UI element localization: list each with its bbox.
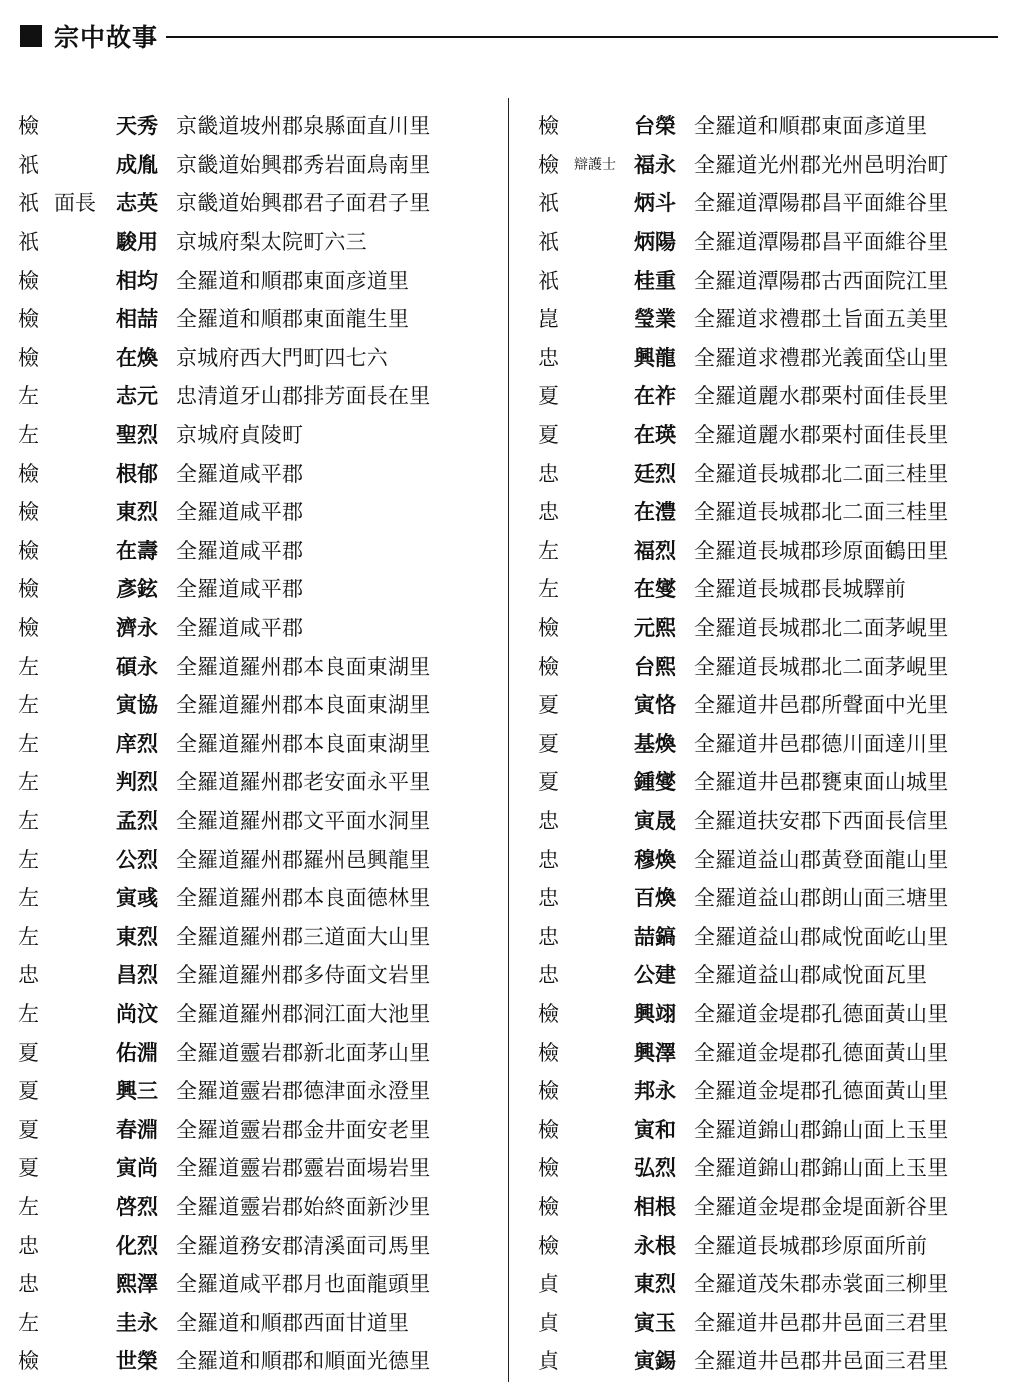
entry-name: 福永 [634,152,676,177]
entry-prefix: 檢 [538,1001,559,1026]
entry-prefix: 左 [18,1001,39,1026]
entry-name: 在壽 [116,538,158,563]
entry-name: 東烈 [116,500,158,525]
entry-address: 全羅道和順郡東面彦道里 [176,268,410,293]
entry-address: 全羅道金堤郡孔德面黃山里 [694,1001,949,1026]
entry-prefix: 左 [18,731,39,756]
entry-prefix: 檢 [18,538,39,563]
list-item [538,1302,1018,1341]
list-item [538,724,1018,763]
entry-prefix: 檢 [538,616,559,641]
entry-prefix: 忠 [538,924,559,949]
entry-name: 化烈 [116,1233,158,1258]
entry-prefix: 崑 [538,307,559,332]
list-item [538,1187,1018,1226]
entry-prefix: 檢 [538,114,559,139]
entry-name: 庠烈 [116,731,158,756]
entry-name: 佑淵 [116,1040,158,1065]
entry-address: 京城府貞陵町 [176,423,304,448]
entry-address: 全羅道羅州郡老安面永平里 [176,770,431,795]
list-item [538,260,1018,299]
list-item [538,415,1018,454]
entry-name: 相均 [116,268,158,293]
list-item [18,106,506,145]
entry-prefix: 左 [538,577,559,602]
entry-address: 全羅道長城郡珍原面鶴田里 [694,538,949,563]
list-item [18,801,506,840]
entry-name: 志元 [116,384,158,409]
entry-name: 寅玉 [634,1310,676,1335]
entry-name: 穆煥 [634,847,676,872]
entry-name: 桂重 [634,268,676,293]
section-header [20,18,998,54]
list-item [18,994,506,1033]
list-item [538,1264,1018,1303]
entry-prefix: 左 [18,886,39,911]
entry-address: 全羅道扶安郡下西面長信里 [694,808,949,833]
list-item [538,685,1018,724]
entry-name: 寅彧 [116,886,158,911]
entry-name: 興龍 [634,345,676,370]
entry-name: 濟永 [116,616,158,641]
left-column [18,106,506,1380]
list-item [18,453,506,492]
list-item [18,1032,506,1071]
entry-prefix: 左 [18,924,39,949]
entry-prefix: 祇 [538,268,559,293]
entry-address: 全羅道井邑郡井邑面三君里 [694,1349,949,1374]
entry-name: 圭永 [116,1310,158,1335]
entry-prefix: 檢 [538,1079,559,1104]
list-item [18,1187,506,1226]
list-item [18,839,506,878]
entry-prefix: 左 [18,1310,39,1335]
list-item [538,1341,1018,1380]
entry-address: 忠清道牙山郡排芳面長在里 [176,384,431,409]
entry-name: 弘烈 [634,1156,676,1181]
entry-address: 全羅道茂朱郡赤裳面三柳里 [694,1272,949,1297]
entry-address: 全羅道光州郡光州邑明治町 [694,152,949,177]
list-item [538,1071,1018,1110]
entry-address: 全羅道長城郡珍原面所前 [694,1233,928,1258]
list-item [538,878,1018,917]
entry-prefix: 祇 [538,230,559,255]
entry-name: 相根 [634,1194,676,1219]
entry-prefix: 左 [18,693,39,718]
list-item [18,1148,506,1187]
entry-address: 全羅道靈岩郡始終面新沙里 [176,1194,431,1219]
entry-name: 台榮 [634,114,676,139]
entry-address: 全羅道咸平郡 [176,577,304,602]
entry-address: 全羅道咸平郡 [176,616,304,641]
entry-prefix: 檢 [538,1040,559,1065]
entry-prefix: 夏 [538,693,559,718]
entry-address: 全羅道潭陽郡古西面院江里 [694,268,949,293]
entry-address: 全羅道羅州郡文平面水洞里 [176,808,431,833]
entry-address: 全羅道求禮郡光義面垈山里 [694,345,949,370]
list-item [538,762,1018,801]
list-item [18,492,506,531]
entry-prefix: 貞 [538,1310,559,1335]
entry-prefix: 檢 [538,1233,559,1258]
entry-prefix: 祇 [538,191,559,216]
list-item [538,839,1018,878]
list-item [18,916,506,955]
entry-prefix: 左 [538,538,559,563]
entry-address: 全羅道靈岩郡德津面永澄里 [176,1079,431,1104]
entry-name: 百煥 [634,886,676,911]
black-square-icon [20,25,42,47]
entry-prefix: 祇 [18,230,39,255]
entry-prefix: 忠 [18,1272,39,1297]
entry-address: 全羅道和順郡東面龍生里 [176,307,410,332]
entry-prefix: 夏 [538,384,559,409]
list-item [538,106,1018,145]
entry-prefix: 左 [18,1194,39,1219]
entry-address: 全羅道金堤郡金堤面新谷里 [694,1194,949,1219]
entry-name: 邦永 [634,1079,676,1104]
entry-address: 全羅道潭陽郡昌平面維谷里 [694,230,949,255]
entry-address: 全羅道潭陽郡昌平面維谷里 [694,191,949,216]
list-item [538,646,1018,685]
entry-prefix: 夏 [18,1079,39,1104]
entry-prefix: 忠 [538,963,559,988]
entry-address: 全羅道務安郡清溪面司馬里 [176,1233,431,1258]
list-item [538,1032,1018,1071]
entry-name: 公烈 [116,847,158,872]
entry-prefix: 祇 [18,152,39,177]
list-item [18,260,506,299]
list-item [18,1264,506,1303]
entry-name: 寅晟 [634,808,676,833]
entry-name: 昌烈 [116,963,158,988]
entry-prefix: 夏 [538,770,559,795]
entry-prefix: 檢 [538,1156,559,1181]
list-item [538,1148,1018,1187]
entry-address: 全羅道和順郡東面彥道里 [694,114,928,139]
entry-prefix: 夏 [538,731,559,756]
entry-address: 全羅道咸平郡月也面龍頭里 [176,1272,431,1297]
entry-address: 全羅道羅州郡羅州邑興龍里 [176,847,431,872]
entry-address: 全羅道羅州郡本良面東湖里 [176,731,431,756]
entry-name: 公建 [634,963,676,988]
entry-address: 全羅道金堤郡孔德面黃山里 [694,1040,949,1065]
entry-address: 全羅道益山郡咸悅面屹山里 [694,924,949,949]
entry-name: 寅錫 [634,1349,676,1374]
entry-prefix: 夏 [18,1040,39,1065]
entry-prefix: 檢 [538,1194,559,1219]
entry-prefix: 忠 [538,461,559,486]
list-item [538,376,1018,415]
list-item [18,685,506,724]
entry-address: 全羅道咸平郡 [176,500,304,525]
entry-prefix: 忠 [538,847,559,872]
entry-address: 全羅道井邑郡井邑面三君里 [694,1310,949,1335]
entry-prefix: 檢 [18,268,39,293]
list-item [18,222,506,261]
list-item [18,376,506,415]
entry-prefix: 檢 [18,1349,39,1374]
entry-address: 全羅道錦山郡錦山面上玉里 [694,1156,949,1181]
entry-address: 全羅道羅州郡多侍面文岩里 [176,963,431,988]
entry-name: 世榮 [116,1349,158,1374]
entry-prefix: 左 [18,847,39,872]
list-item [538,453,1018,492]
entry-prefix: 檢 [18,345,39,370]
entry-address: 全羅道羅州郡本良面東湖里 [176,654,431,679]
entry-name: 啓烈 [116,1194,158,1219]
entry-prefix: 忠 [538,500,559,525]
entry-name: 炳陽 [634,230,676,255]
list-item [18,762,506,801]
list-item [18,1071,506,1110]
entry-address: 全羅道益山郡咸悅面瓦里 [694,963,928,988]
list-item [18,338,506,377]
entry-name: 春淵 [116,1117,158,1142]
entry-prefix: 忠 [538,808,559,833]
entry-prefix: 檢 [18,114,39,139]
entry-name: 在瑛 [634,423,676,448]
entry-address: 全羅道長城郡北二面茅峴里 [694,654,949,679]
entry-name: 尚汶 [116,1001,158,1026]
list-item [538,1109,1018,1148]
entry-address: 京畿道始興郡君子面君子里 [176,191,431,216]
entry-prefix: 左 [18,808,39,833]
list-item [18,183,506,222]
entry-name: 熙澤 [116,1272,158,1297]
entry-name: 在燮 [634,577,676,602]
entry-prefix: 祇 [18,191,39,216]
entry-address: 全羅道長城郡長城驛前 [694,577,906,602]
entry-address: 全羅道井邑郡所聲面中光里 [694,693,949,718]
list-item [538,145,1018,184]
right-column [538,106,1018,1380]
section-title: 宗中故事 [54,23,159,52]
entry-prefix: 忠 [538,886,559,911]
entry-name: 在煥 [116,345,158,370]
entry-address: 京畿道始興郡秀岩面鳥南里 [176,152,431,177]
list-item [538,994,1018,1033]
list-item [538,492,1018,531]
entry-name: 成胤 [116,152,158,177]
entry-address: 全羅道井邑郡德川面達川里 [694,731,949,756]
entry-name: 相喆 [116,307,158,332]
list-item [538,955,1018,994]
entry-name: 興澤 [634,1040,676,1065]
entry-address: 全羅道麗水郡栗村面佳長里 [694,384,949,409]
entry-name: 鍾燮 [634,770,676,795]
list-item [18,145,506,184]
entry-prefix: 貞 [538,1272,559,1297]
entry-name: 在澧 [634,500,676,525]
list-item [18,878,506,917]
entry-address: 京城府梨太院町六三 [176,230,367,255]
list-item [538,531,1018,570]
header-rule [166,36,998,38]
entry-prefix: 夏 [18,1117,39,1142]
entry-address: 全羅道長城郡北二面茅峴里 [694,616,949,641]
entry-name: 在祚 [634,384,676,409]
entry-name: 志英 [116,191,158,216]
list-item [538,338,1018,377]
entry-address: 全羅道麗水郡栗村面佳長里 [694,423,949,448]
entry-prefix: 夏 [18,1156,39,1181]
entry-address: 全羅道長城郡北二面三桂里 [694,500,949,525]
entry-prefix: 左 [18,384,39,409]
entry-name: 聖烈 [116,423,158,448]
entry-address: 京城府西大門町四七六 [176,345,388,370]
list-item [538,1225,1018,1264]
list-item [538,299,1018,338]
list-item [18,724,506,763]
list-item [538,916,1018,955]
entry-prefix: 檢 [538,1117,559,1142]
entry-role: 辯護士 [574,156,616,173]
entry-prefix: 忠 [18,1233,39,1258]
entry-name: 興翊 [634,1001,676,1026]
entry-address: 全羅道益山郡黃登面龍山里 [694,847,949,872]
entry-name: 寅恪 [634,693,676,718]
entry-prefix: 忠 [18,963,39,988]
entry-name: 元熙 [634,616,676,641]
entry-address: 全羅道錦山郡錦山面上玉里 [694,1117,949,1142]
entry-address: 全羅道和順郡西面甘道里 [176,1310,410,1335]
entry-name: 東烈 [116,924,158,949]
entry-prefix: 檢 [18,307,39,332]
list-item [18,1302,506,1341]
list-item [18,1341,506,1380]
list-item [538,569,1018,608]
entry-address: 全羅道靈岩郡金井面安老里 [176,1117,431,1142]
list-item [18,608,506,647]
list-item [538,608,1018,647]
entry-address: 全羅道咸平郡 [176,538,304,563]
entry-address: 全羅道靈岩郡新北面茅山里 [176,1040,431,1065]
entry-prefix: 檢 [18,500,39,525]
entry-name: 廷烈 [634,461,676,486]
entry-name: 喆鎬 [634,924,676,949]
list-item [18,1109,506,1148]
list-item [538,801,1018,840]
entry-address: 全羅道井邑郡甕東面山城里 [694,770,949,795]
entry-name: 興三 [116,1079,158,1104]
entry-address: 全羅道金堤郡孔德面黃山里 [694,1079,949,1104]
entry-name: 東烈 [634,1272,676,1297]
entry-name: 寅和 [634,1117,676,1142]
list-item [18,1225,506,1264]
entry-prefix: 檢 [18,616,39,641]
entry-name: 碩永 [116,654,158,679]
entry-address: 全羅道長城郡北二面三桂里 [694,461,949,486]
list-item [18,646,506,685]
entry-address: 全羅道和順郡和順面光德里 [176,1349,431,1374]
entry-prefix: 檢 [18,577,39,602]
entry-address: 全羅道羅州郡三道面大山里 [176,924,431,949]
entry-prefix: 檢 [538,152,559,177]
list-item [18,531,506,570]
list-item [18,955,506,994]
entry-address: 全羅道羅州郡本良面東湖里 [176,693,431,718]
entry-name: 永根 [634,1233,676,1258]
column-divider [508,98,509,1382]
entry-name: 天秀 [116,114,158,139]
entry-prefix: 左 [18,423,39,448]
entry-name: 基煥 [634,731,676,756]
entry-name: 寅協 [116,693,158,718]
entry-address: 全羅道求禮郡土旨面五美里 [694,307,949,332]
entry-prefix: 忠 [538,345,559,370]
list-item [18,299,506,338]
entry-name: 彥鉉 [116,577,158,602]
entry-address: 全羅道益山郡朗山面三塘里 [694,886,949,911]
entry-name: 駿用 [116,230,158,255]
entry-address: 京畿道坡州郡泉縣面直川里 [176,114,431,139]
entry-name: 根郁 [116,461,158,486]
entry-name: 福烈 [634,538,676,563]
entry-address: 全羅道咸平郡 [176,461,304,486]
entry-prefix: 左 [18,654,39,679]
entry-prefix: 夏 [538,423,559,448]
entry-prefix: 檢 [18,461,39,486]
list-item [538,183,1018,222]
entry-name: 炳斗 [634,191,676,216]
entry-role: 面長 [54,191,96,216]
list-item [18,569,506,608]
entry-name: 瑩業 [634,307,676,332]
entry-prefix: 檢 [538,654,559,679]
entry-name: 判烈 [116,770,158,795]
list-item [18,415,506,454]
entry-name: 孟烈 [116,808,158,833]
entry-name: 台熙 [634,654,676,679]
entry-prefix: 左 [18,770,39,795]
entry-address: 全羅道靈岩郡靈岩面場岩里 [176,1156,431,1181]
entry-address: 全羅道羅州郡本良面德林里 [176,886,431,911]
entry-prefix: 貞 [538,1349,559,1374]
list-item [538,222,1018,261]
entry-name: 寅尚 [116,1156,158,1181]
entry-address: 全羅道羅州郡洞江面大池里 [176,1001,431,1026]
